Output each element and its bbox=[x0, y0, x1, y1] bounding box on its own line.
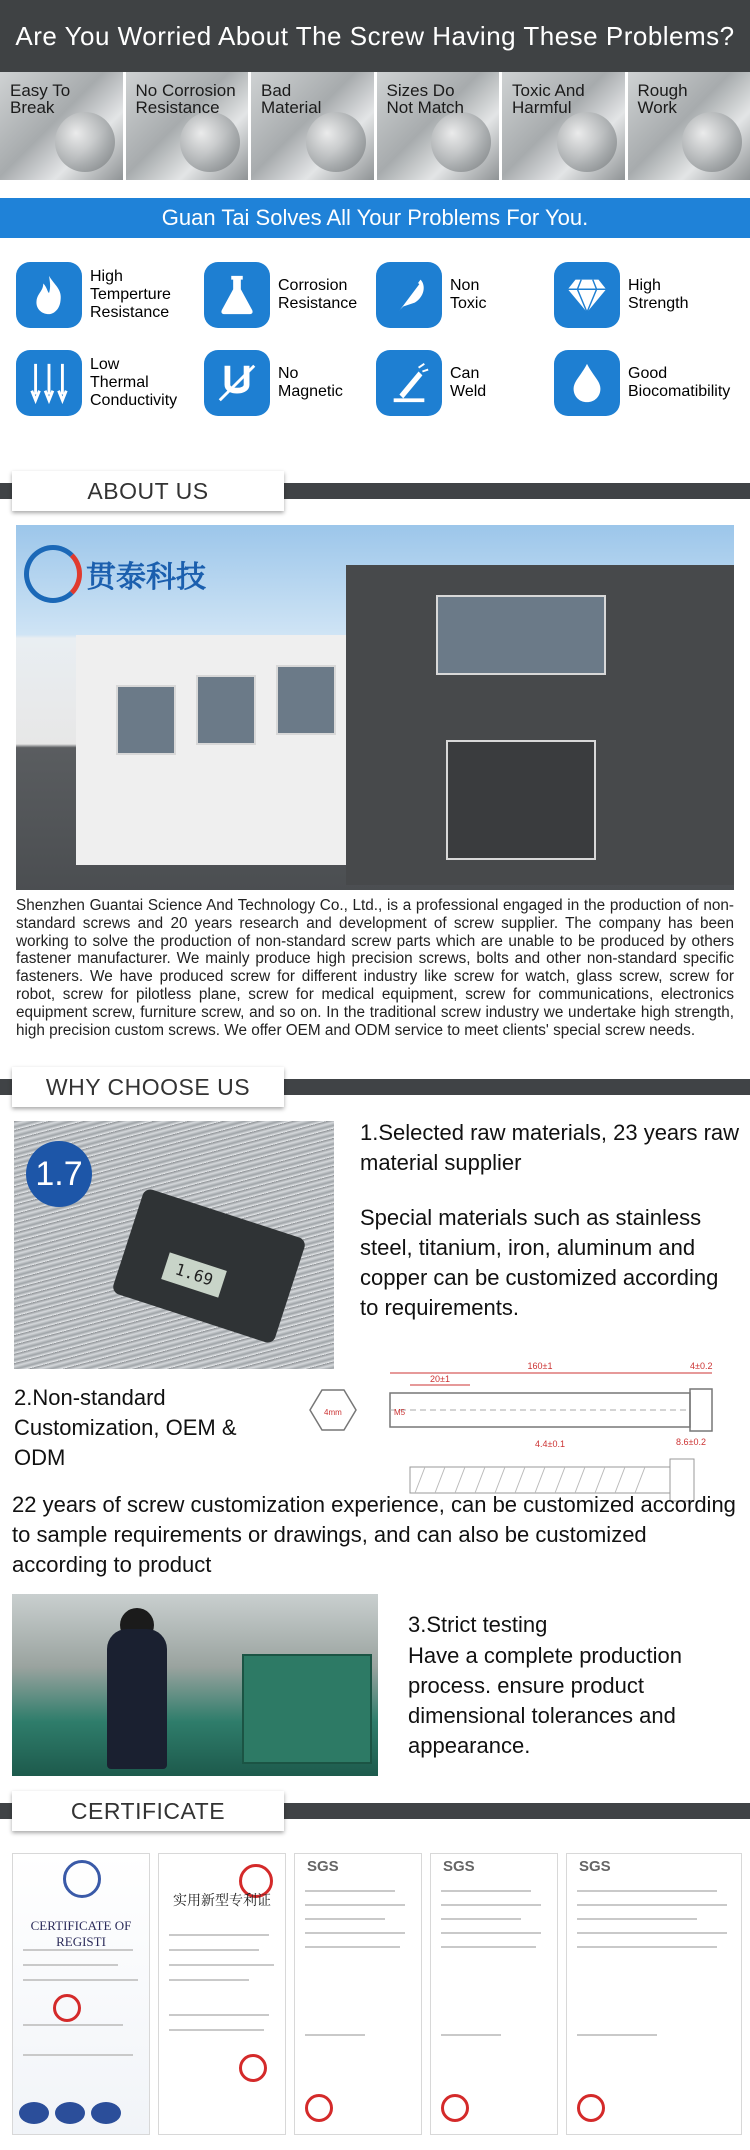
technical-drawing bbox=[300, 1355, 740, 1505]
worker bbox=[107, 1629, 167, 1769]
screw-photo bbox=[55, 112, 115, 172]
text-line bbox=[23, 1979, 138, 1981]
problem-label: Resistance bbox=[135, 98, 220, 117]
accreditation-icon bbox=[91, 2102, 121, 2124]
problem-label: Material bbox=[261, 98, 322, 117]
no-magnet-icon bbox=[204, 350, 270, 416]
screw-cap bbox=[690, 1389, 712, 1431]
text-line bbox=[577, 1946, 717, 1948]
text-line bbox=[577, 2034, 657, 2036]
feature-label: Non bbox=[450, 277, 480, 294]
feature-can-weld bbox=[376, 350, 560, 416]
text-line bbox=[441, 1904, 541, 1906]
globe-seal-icon bbox=[63, 1860, 101, 1898]
problem-label: Rough bbox=[637, 81, 688, 100]
window bbox=[276, 665, 336, 735]
red-seal-icon bbox=[577, 2094, 605, 2122]
red-seal-icon bbox=[239, 2054, 267, 2082]
sgs-logo: SGS bbox=[307, 1858, 339, 1875]
feature-label: Corrosion bbox=[278, 277, 348, 294]
problem-label: No Corrosion bbox=[135, 81, 236, 100]
text-line bbox=[305, 1946, 400, 1948]
feature-label: No bbox=[278, 365, 299, 382]
certificate-title: CERTIFICATE bbox=[12, 1791, 284, 1831]
text-line bbox=[441, 2034, 501, 2036]
point3-text: Have a complete production process. ensure product dimensional tolerances and appearance. bbox=[408, 1643, 682, 1758]
certificates-row bbox=[12, 1853, 742, 2135]
flask-icon bbox=[204, 262, 270, 328]
text-line bbox=[441, 1932, 541, 1934]
cert-title: CERTIFICATE OF REGISTI bbox=[30, 1918, 132, 1949]
text-line bbox=[577, 1890, 717, 1892]
feature-corrosion bbox=[204, 262, 388, 328]
text-line bbox=[577, 1932, 727, 1934]
feature-label: Can bbox=[450, 365, 480, 382]
window bbox=[116, 685, 176, 755]
dim-head-label: 20±1 bbox=[430, 1374, 450, 1384]
feature-label: Temperture bbox=[90, 286, 171, 303]
certificate-sgs-1 bbox=[294, 1853, 422, 2135]
sgs-logo: SGS bbox=[579, 1858, 611, 1875]
problem-bad-material bbox=[251, 72, 374, 180]
screw-photo bbox=[682, 112, 742, 172]
text-line bbox=[23, 2024, 123, 2026]
problem-label: Sizes Do bbox=[386, 81, 455, 100]
text-line bbox=[305, 1890, 395, 1892]
problem-label: Work bbox=[637, 98, 677, 117]
problem-no-corrosion bbox=[126, 72, 249, 180]
wire-caliper-photo bbox=[14, 1121, 334, 1369]
problem-label: Bad bbox=[261, 81, 292, 100]
screw-photo bbox=[306, 112, 366, 172]
solution-banner: Guan Tai Solves All Your Problems For You. bbox=[0, 198, 750, 238]
feature-low-thermal bbox=[16, 350, 200, 416]
certificate-patent bbox=[158, 1853, 286, 2135]
text-line bbox=[23, 2054, 133, 2056]
red-seal-icon bbox=[441, 2094, 469, 2122]
arrows-down-icon bbox=[16, 350, 82, 416]
feature-label: Toxic bbox=[450, 295, 487, 312]
dim-side-label: 8.6±0.2 bbox=[676, 1437, 706, 1447]
feature-label: Biocomatibility bbox=[628, 383, 731, 400]
screw-photo bbox=[431, 112, 491, 172]
feature-label: Strength bbox=[628, 295, 689, 312]
about-text: Shenzhen Guantai Science And Technology Co., Ltd., is a professional engaged in the production of non-standard screws and 20 years research and development of screw supplier. The company has been working to solve the production of non-standard screw parts which are unable to be produced by others fastener manufacturer. We mainly produce high precision screws, bolts and other non-standard specific fasteners. We have produced screw for different industry like screw for watch, glass screw, screw for robot, screw for pilotless plane, screw for medical equipment, screw for communications, electronics equipment screw, furniture screw, and so on. In the traditional screw industry we undertake high strength, high precision custom screws. We offer OEM and ODM service to meet clients' special screw needs. bbox=[16, 897, 734, 1039]
flame-icon bbox=[16, 262, 82, 328]
problem-toxic bbox=[502, 72, 625, 180]
why-title: WHY CHOOSE US bbox=[12, 1067, 284, 1107]
accreditation-icon bbox=[55, 2102, 85, 2124]
feature-non-toxic bbox=[376, 262, 560, 328]
text-line bbox=[169, 1979, 249, 1981]
about-title: ABOUT US bbox=[12, 471, 284, 511]
feature-label: Resistance bbox=[90, 304, 170, 321]
feature-label: Conductivity bbox=[90, 392, 178, 409]
text-line bbox=[23, 1964, 118, 1966]
problem-sizes bbox=[377, 72, 500, 180]
cert-title: 实用新型专利证 bbox=[173, 1892, 271, 1908]
text-line bbox=[577, 1904, 727, 1906]
text-line bbox=[23, 1949, 133, 1951]
feature-label: Magnetic bbox=[278, 383, 343, 400]
welding-icon bbox=[376, 350, 442, 416]
text-line bbox=[305, 1918, 385, 1920]
certificate-sgs-2 bbox=[430, 1853, 558, 2135]
problems-strip bbox=[0, 72, 750, 180]
point2-text: 22 years of screw customization experience, can be customized according to sample requirements or drawings, and can also be customized according to product bbox=[12, 1492, 736, 1577]
feature-label: Thermal bbox=[90, 374, 149, 391]
problem-label: Toxic And bbox=[512, 81, 585, 100]
problem-label: Not Match bbox=[386, 98, 464, 117]
accreditation-logos bbox=[19, 2102, 121, 2124]
diamond-icon bbox=[554, 262, 620, 328]
point2-title: 2.Non-standard Customization, OEM & ODM bbox=[14, 1385, 237, 1470]
window bbox=[436, 595, 606, 675]
problems-header: Are You Worried About The Screw Having These Problems? bbox=[0, 0, 750, 72]
feather-icon bbox=[376, 262, 442, 328]
window bbox=[196, 675, 256, 745]
logo-mark-icon bbox=[24, 545, 82, 603]
text-line bbox=[305, 1904, 405, 1906]
point1-title: 1.Selected raw materials, 23 years raw material supplier bbox=[360, 1120, 740, 1175]
screw-photo bbox=[180, 112, 240, 172]
dim-bottom-label: 4.4±0.1 bbox=[535, 1439, 565, 1449]
screw-photo bbox=[557, 112, 617, 172]
text-line bbox=[169, 2029, 264, 2031]
problem-rough-work bbox=[628, 72, 750, 180]
machine bbox=[242, 1654, 372, 1764]
certificate-sgs-3 bbox=[566, 1853, 742, 2135]
logo-text: 贯泰科技 bbox=[86, 561, 206, 594]
text-line bbox=[169, 2014, 269, 2016]
factory-worker-photo bbox=[12, 1594, 378, 1776]
red-seal-icon bbox=[305, 2094, 333, 2122]
text-line bbox=[441, 1918, 521, 1920]
dim-cap-label: 4±0.2 bbox=[690, 1361, 713, 1371]
version-badge: 1.7 bbox=[26, 1141, 92, 1207]
text-line bbox=[305, 2034, 365, 2036]
feature-label: Good bbox=[628, 365, 668, 382]
problem-easy-to-break bbox=[0, 72, 123, 180]
drop-icon bbox=[554, 350, 620, 416]
red-seal-icon bbox=[53, 1994, 81, 2022]
text-line bbox=[169, 1934, 269, 1936]
feature-no-magnetic bbox=[204, 350, 388, 416]
feature-label: High bbox=[628, 277, 661, 294]
certificate-registration bbox=[12, 1853, 150, 2135]
company-logo bbox=[24, 545, 206, 603]
text-line bbox=[441, 1890, 531, 1892]
sgs-logo: SGS bbox=[443, 1858, 475, 1875]
text-line bbox=[441, 1946, 536, 1948]
company-building-photo bbox=[16, 525, 734, 890]
text-line bbox=[169, 1964, 274, 1966]
text-line bbox=[305, 1932, 405, 1934]
feature-high-temp bbox=[16, 262, 200, 328]
feature-label: Weld bbox=[450, 383, 487, 400]
dim-hole-label: 4mm bbox=[324, 1408, 342, 1417]
point3-title: 3.Strict testing bbox=[408, 1612, 548, 1637]
feature-biocompatibility bbox=[554, 350, 750, 416]
window bbox=[446, 740, 596, 860]
feature-label: High bbox=[90, 268, 123, 285]
caliper-display: 1.69 bbox=[161, 1252, 227, 1297]
feature-label: Resistance bbox=[278, 295, 358, 312]
feature-high-strength bbox=[554, 262, 738, 328]
feature-label: Low bbox=[90, 356, 120, 373]
dim-total-label: 160±1 bbox=[527, 1361, 553, 1371]
problem-label: Easy To bbox=[10, 81, 71, 100]
text-line bbox=[169, 1949, 259, 1951]
accreditation-icon bbox=[19, 2102, 49, 2124]
dim-dia-label: M5 bbox=[394, 1408, 406, 1417]
problem-label: Harmful bbox=[512, 98, 572, 117]
point1-text: Special materials such as stainless steel, titanium, iron, aluminum and copper can be customized according to requirements. bbox=[360, 1205, 719, 1320]
problem-label: Break bbox=[10, 98, 55, 117]
text-line bbox=[577, 1918, 697, 1920]
